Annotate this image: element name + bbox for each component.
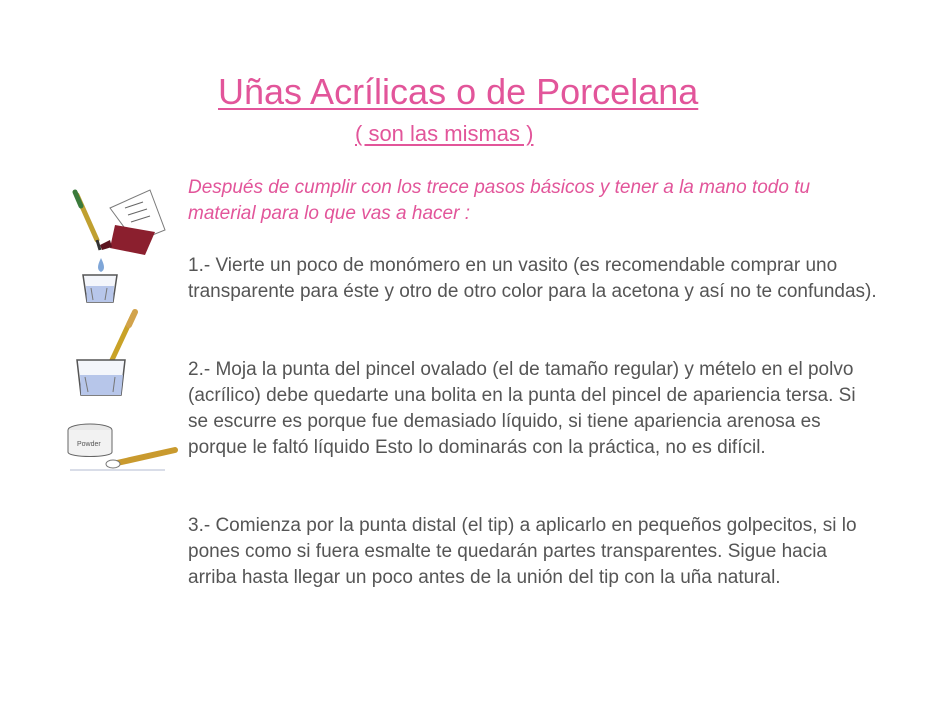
svg-text:Powder: Powder <box>77 441 101 448</box>
powder-jar-icon <box>68 424 175 470</box>
step-1-text: 1.- Vierte un poco de monómero en un vasito (es recomendable comprar uno transparente para éste y otro de otro color para la acetona y así no te confundas). <box>188 255 877 302</box>
dropper-bottle-icon <box>75 190 165 272</box>
intro-text: Después de cumplir con los trece pasos básicos y tener a la mano todo tu material para lo que vas a hacer : <box>188 177 811 224</box>
brush-in-glass-icon <box>77 312 135 395</box>
step-3-text: 3.- Comienza por la punta distal (el tip) a aplicarlo en pequeños golpecitos, si lo pones como si fuera esmalte te quedarán partes transparentes. Sigue hacia arriba hasta llegar un poco antes de la unión del tip con la uña natural. <box>188 515 857 588</box>
illustration-column <box>55 180 190 480</box>
page-subtitle: ( son las mismas ) <box>355 121 534 146</box>
page-title: Uñas Acrílicas o de Porcelana <box>218 71 699 112</box>
glass-cup-icon <box>83 275 117 302</box>
step-2-text: 2.- Moja la punta del pincel ovalado (el de tamaño regular) y mételo en el polvo (acrílico) debe quedarte una bolita en la punta del pincel de apariencia tersa. Si se escurre es porque fue demasiado líquido, si tiene apariencia arenosa es porque le faltó líquido Esto lo dominarás con la práctica, no es difícil. <box>188 359 856 458</box>
